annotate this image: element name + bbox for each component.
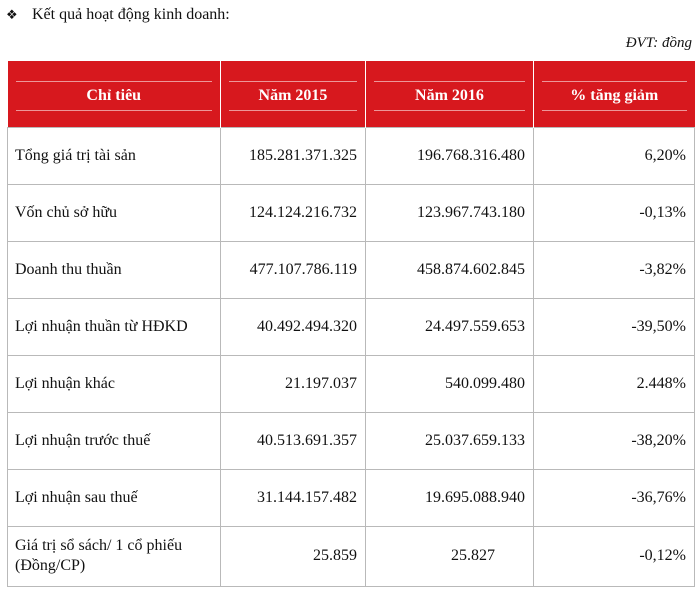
table-row xyxy=(8,241,695,298)
value-2016: 19.695.088.940 xyxy=(366,469,534,526)
percent-change: -0,12% xyxy=(534,526,695,586)
percent-change: -0,13% xyxy=(534,184,695,241)
unit-note: ĐVT: đồng xyxy=(625,35,692,51)
header-indicator: Chỉ tiêu xyxy=(8,61,221,127)
row-label: Giá trị sổ sách/ 1 cổ phiếu (Đồng/CP) xyxy=(8,526,221,586)
business-results-table xyxy=(7,61,695,587)
table-row xyxy=(8,127,695,184)
table-row xyxy=(8,298,695,355)
row-label: Vốn chủ sở hữu xyxy=(8,184,221,241)
value-2015: 124.124.216.732 xyxy=(221,184,366,241)
row-label: Tổng giá trị tài sản xyxy=(8,127,221,184)
value-2015: 25.859 xyxy=(221,526,366,586)
value-2015: 21.197.037 xyxy=(221,355,366,412)
table-row xyxy=(8,526,695,586)
value-2016: 123.967.743.180 xyxy=(366,184,534,241)
value-2015: 477.107.786.119 xyxy=(221,241,366,298)
table-header-row xyxy=(8,61,695,127)
row-label: Lợi nhuận sau thuế xyxy=(8,469,221,526)
percent-change: -36,76% xyxy=(534,469,695,526)
value-2015: 185.281.371.325 xyxy=(221,127,366,184)
row-label: Doanh thu thuần xyxy=(8,241,221,298)
percent-change: 2.448% xyxy=(534,355,695,412)
row-label: Lợi nhuận khác xyxy=(8,355,221,412)
value-2016: 24.497.559.653 xyxy=(366,298,534,355)
value-2016: 25.827 xyxy=(366,526,534,586)
table-row xyxy=(8,184,695,241)
percent-change: -3,82% xyxy=(534,241,695,298)
table-row xyxy=(8,355,695,412)
diamond-bullet-icon: ❖ xyxy=(6,7,18,22)
percent-change: -39,50% xyxy=(534,298,695,355)
table-row xyxy=(8,469,695,526)
value-2015: 40.513.691.357 xyxy=(221,412,366,469)
percent-change: -38,20% xyxy=(534,412,695,469)
header-year-2016: Năm 2016 xyxy=(366,61,534,127)
value-2016: 196.768.316.480 xyxy=(366,127,534,184)
value-2015: 40.492.494.320 xyxy=(221,298,366,355)
value-2016: 25.037.659.133 xyxy=(366,412,534,469)
section-heading-text: Kết quả hoạt động kinh doanh: xyxy=(32,6,230,23)
header-percent-change: % tăng giảm xyxy=(534,61,695,127)
value-2016: 458.874.602.845 xyxy=(366,241,534,298)
value-2016: 540.099.480 xyxy=(366,355,534,412)
value-2015: 31.144.157.482 xyxy=(221,469,366,526)
row-label: Lợi nhuận thuần từ HĐKD xyxy=(8,298,221,355)
section-heading xyxy=(6,6,230,24)
row-label: Lợi nhuận trước thuế xyxy=(8,412,221,469)
percent-change: 6,20% xyxy=(534,127,695,184)
table-row xyxy=(8,412,695,469)
header-year-2015: Năm 2015 xyxy=(221,61,366,127)
